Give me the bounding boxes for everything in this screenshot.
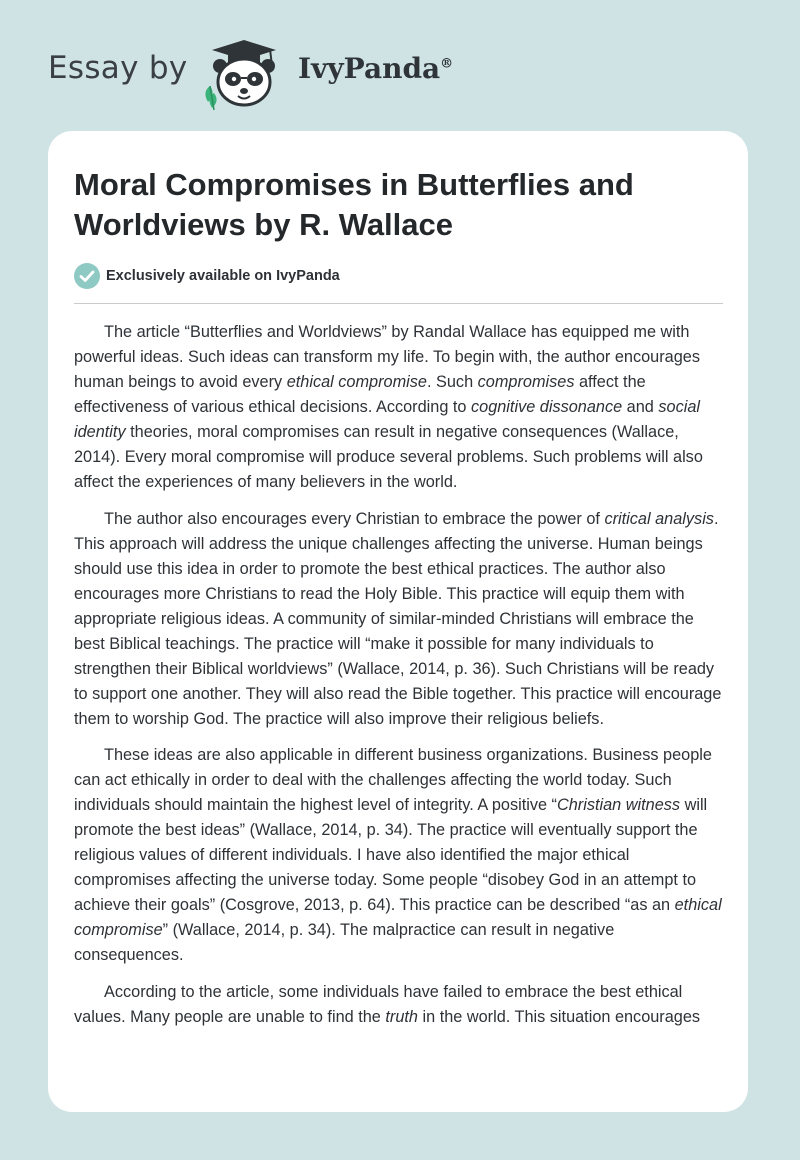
- essay-paragraph: [74, 320, 726, 495]
- italic-term: compromises: [477, 373, 575, 391]
- text-run: These ideas are also applicable in different business organizations. Business people can act ethically in order to deal with the challenges affecting the world today. Such individuals should maintain the highest level of integrity. A positive “: [74, 746, 712, 814]
- essay-by-label: Essay by: [48, 50, 188, 86]
- essay-paragraph: [74, 507, 726, 732]
- italic-term: Christian witness: [556, 796, 681, 814]
- text-run: theories, moral compromises can result in negative consequences (Wallace, 2014). Every moral compromise will produce several problems. Such problems will also affect the experiences of many believers in the world.: [74, 423, 703, 491]
- text-run: ” (Wallace, 2014, p. 34). The malpractice can result in negative consequences.: [74, 921, 615, 964]
- brand-name: IvyPanda®: [298, 52, 454, 85]
- text-run: will promote the best ideas” (Wallace, 2014, p. 34). The practice will eventually support the religious values of different individuals. I have also identified the major ethical compromises affecting the universe today. Some people “disobey God in an attempt to achieve their goals” (Cosgrove, 2013, p. 64). This practice can be described “as an: [74, 796, 708, 914]
- text-run: . This approach will address the unique challenges affecting the universe. Human beings should use this idea in order to promote the best ethical practices. The author also encourages more Christians to read the Holy Bible. This practice will equip them with appropriate religious ideas. A community of similar-minded Christians will embrace the best Biblical teachings. The practice will “make it possible for many individuals to strengthen their Biblical worldviews” (Wallace, 2014, p. 36). Such Christians will be ready to support one another. They will also read the Bible together. This practice will encourage them to worship God. The practice will also improve their religious beliefs.: [74, 510, 722, 728]
- text-run: . Such: [426, 373, 478, 391]
- italic-term: cognitive dissonance: [471, 398, 623, 416]
- essay-paragraph: [74, 743, 726, 968]
- italic-term: critical analysis: [604, 510, 714, 528]
- divider: [74, 303, 723, 304]
- italic-term: social identity: [74, 398, 701, 441]
- exclusive-badge-label: Exclusively available on IvyPanda: [106, 268, 340, 284]
- italic-term: ethical compromise: [286, 373, 427, 391]
- text-run: The author also encourages every Christian to embrace the power of: [104, 510, 605, 528]
- text-run: affect the effectiveness of various ethical decisions. According to: [74, 373, 646, 416]
- panda-logo-icon: [198, 36, 294, 110]
- exclusive-badge: [74, 263, 340, 289]
- italic-term: ethical compromise: [74, 896, 722, 939]
- text-run: and: [622, 398, 659, 416]
- text-run: According to the article, some individuals have failed to embrace the best ethical values. Many people are unable to find the: [74, 983, 683, 1026]
- italic-term: truth: [385, 1008, 418, 1026]
- essay-title: Moral Compromises in Butterflies and Worldviews by R. Wallace: [74, 167, 634, 242]
- text-run: in the world. This situation encourages: [417, 1008, 701, 1026]
- text-run: The article “Butterflies and Worldviews” by Randal Wallace has equipped me with powerful ideas. Such ideas can transform my life. To begin with, the author encourages human beings to avoid every: [74, 323, 700, 391]
- check-circle-icon: [74, 263, 100, 289]
- essay-body: [74, 320, 726, 1042]
- site-header: [0, 0, 800, 130]
- essay-paragraph: [74, 980, 726, 1030]
- essay-card: [48, 131, 748, 1112]
